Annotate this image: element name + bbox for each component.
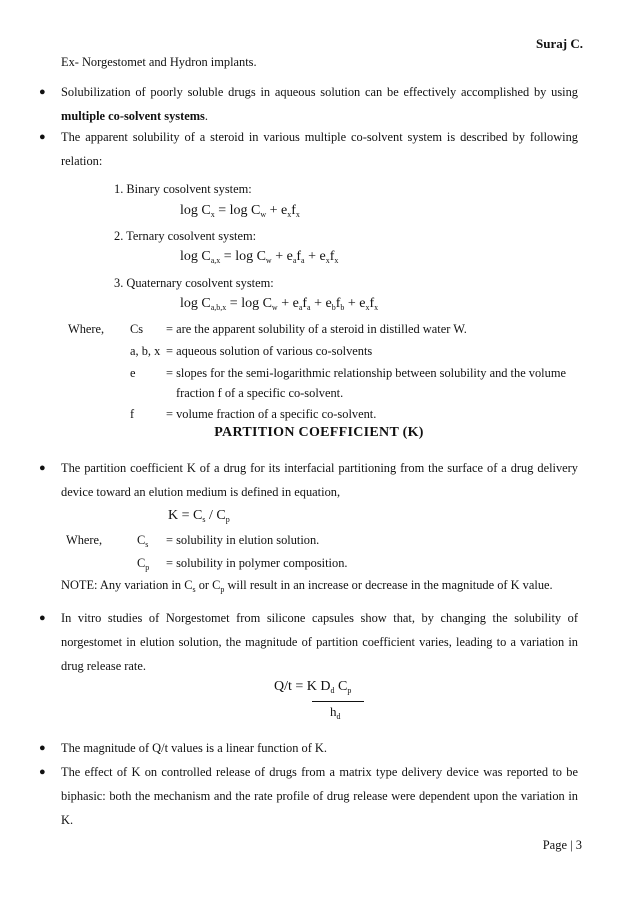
equation-quaternary: $\log C_{a,b,x} = \log C_w + e_af_a + e_bf_b + e_xf_x$ [180,296,379,312]
bullet-in-vitro: In vitro studies of Norgestomet from silicone capsules show that, by changing the solubility of norgestomet in elution solution, the magnitude of partition coefficient varies, leading to a variation in drug release rate. [61,611,578,673]
where-symbol: Cs [130,322,144,336]
header-author: Suraj C. [536,36,583,51]
bullet-marker: ● [39,742,46,754]
equation-release-rate: Q/t = K $D_d$ $C_p$ [274,679,352,695]
system-label-ternary: 2. Ternary cosolvent system: [114,229,257,243]
where-definition: = volume fraction of a specific co-solvent. [166,407,377,421]
equation-denominator: $h_d$ [330,704,341,721]
bullet-marker: ● [39,86,46,98]
equation-ternary: $\log C_{a,x} = \log C_w + e_af_a + e_xf_x$ [180,249,339,265]
bullet-solubilization [61,80,578,128]
bullet-marker: ● [39,131,46,143]
equation-partition-k: $K = C_s / C_p$ [168,508,230,524]
where-symbol: a, b, x [130,344,161,358]
where-symbol: e [130,366,136,380]
k-where-label: Where, [66,533,103,547]
intro-line: Ex- Norgestomet and Hydron implants. [61,55,257,69]
bullet-tail: . [204,109,208,123]
bullet-apparent-solubility: The apparent solubility of a steroid in various multiple co-solvent system is described by following relation: [61,130,578,168]
where-label: Where, [68,322,105,336]
where-symbol: f [130,407,135,421]
bullet-biphasic: The effect of K on controlled release of drugs from a matrix type delivery device was reported to be biphasic: both the mechanism and the rate profile of drug release were dependent upon the variation in K. [61,765,578,827]
k-where-definition: = solubility in polymer composition. [166,556,348,570]
where-definition: = aqueous solution of various co-solvents [166,344,373,358]
bullet-linear-function: The magnitude of Q/t values is a linear function of K. [61,741,327,755]
k-where-symbol: $C_p$ [137,556,150,572]
page-number: Page | 3 [542,838,582,852]
system-label-quaternary: 3. Quaternary cosolvent system: [114,276,274,290]
where-definition: = are the apparent solubility of a steroid in distilled water W. [166,322,467,336]
bullet-text: Solubilization of poorly soluble drugs in aqueous solution can be effectively accomplished by using [61,85,578,99]
bullet-marker: ● [39,612,46,624]
k-where-symbol: $C_s$ [137,533,149,549]
bullet-marker: ● [39,462,46,474]
where-definition: = slopes for the semi-logarithmic relationship between solubility and the volume [166,366,566,380]
bullet-partition-definition: The partition coefficient K of a drug for its interfacial partitioning from the surface of a drug delivery device toward an elution medium is defined in equation, [61,461,578,499]
equation-binary: $\log C_x = \log C_w + e_xf_x$ [180,203,300,219]
fraction-line [312,701,364,702]
k-where-definition: = solubility in elution solution. [166,533,320,547]
bullet-bold-text: multiple co-solvent systems [61,109,205,123]
system-label-binary: 1. Binary cosolvent system: [114,182,252,196]
section-heading: PARTITION COEFFICIENT (K) [214,425,424,440]
bullet-marker: ● [39,766,46,778]
note-line: NOTE: Any variation in $C_s$ or $C_p$ will result in an increase or decrease in the magnitude of K value. [61,578,553,594]
where-definition-continued: fraction f of a specific co-solvent. [176,386,344,400]
